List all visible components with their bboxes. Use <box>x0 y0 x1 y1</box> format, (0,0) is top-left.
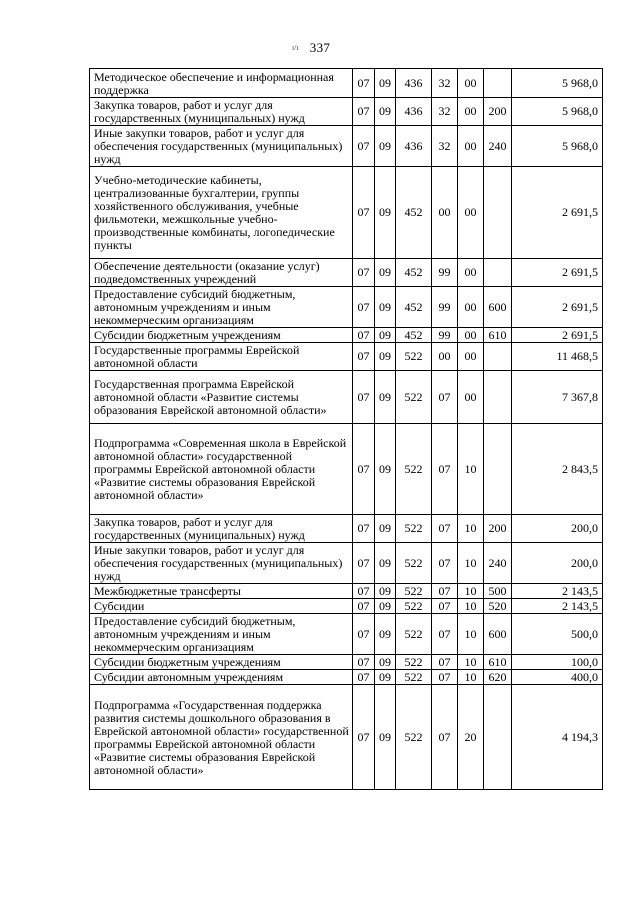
amount: 400,0 <box>512 670 603 685</box>
expense-type-code: 620 <box>484 670 512 685</box>
expense-type-code: 500 <box>484 584 512 599</box>
table-row <box>90 371 603 424</box>
budget-table <box>89 68 603 790</box>
section-code: 07 <box>353 614 375 655</box>
section-code: 07 <box>353 670 375 685</box>
target-article-code-1: 522 <box>396 614 432 655</box>
table-row <box>90 655 603 670</box>
table-row <box>90 685 603 790</box>
target-article-code-1: 452 <box>396 167 432 259</box>
section-code: 07 <box>353 343 375 371</box>
expense-type-code: 600 <box>484 287 512 328</box>
target-article-code-2: 07 <box>432 515 458 543</box>
row-name: Предоставление субсидий бюджетным, автономным учреждениям и иным некоммерческим организациям <box>90 287 353 328</box>
section-code: 07 <box>353 328 375 343</box>
table-row <box>90 670 603 685</box>
row-name: Субсидии бюджетным учреждениям <box>90 328 353 343</box>
row-name: Государственная программа Еврейской автономной области «Развитие системы образования Еврейской автономной области» <box>90 371 353 424</box>
subsection-code: 09 <box>375 259 396 287</box>
target-article-code-1: 522 <box>396 655 432 670</box>
row-name: Подпрограмма «Государственная поддержка развития системы дошкольного образования в Еврейской автономной области» государственной программы Еврейской автономной области «Развитие системы образования Еврейской автономной области» <box>90 685 353 790</box>
expense-type-code <box>484 371 512 424</box>
target-article-code-3: 00 <box>458 167 484 259</box>
target-article-code-2: 07 <box>432 599 458 614</box>
row-name: Подпрограмма «Современная школа в Еврейской автономной области» государственной программы Еврейской автономной области «Развитие системы образования Еврейской автономной области» <box>90 424 353 515</box>
section-code: 07 <box>353 424 375 515</box>
section-code: 07 <box>353 515 375 543</box>
target-article-code-3: 20 <box>458 685 484 790</box>
target-article-code-2: 00 <box>432 343 458 371</box>
target-article-code-1: 452 <box>396 259 432 287</box>
subsection-code: 09 <box>375 515 396 543</box>
section-code: 07 <box>353 599 375 614</box>
target-article-code-1: 522 <box>396 670 432 685</box>
section-code: 07 <box>353 655 375 670</box>
subsection-code: 09 <box>375 69 396 98</box>
target-article-code-3: 10 <box>458 584 484 599</box>
target-article-code-3: 00 <box>458 259 484 287</box>
section-code: 07 <box>353 259 375 287</box>
amount: 200,0 <box>512 515 603 543</box>
subsection-code: 09 <box>375 126 396 167</box>
table-row <box>90 259 603 287</box>
amount: 5 968,0 <box>512 98 603 126</box>
target-article-code-2: 32 <box>432 69 458 98</box>
subsection-code: 09 <box>375 655 396 670</box>
target-article-code-2: 99 <box>432 259 458 287</box>
target-article-code-3: 00 <box>458 371 484 424</box>
target-article-code-2: 99 <box>432 287 458 328</box>
amount: 2 143,5 <box>512 599 603 614</box>
subsection-code: 09 <box>375 328 396 343</box>
target-article-code-2: 07 <box>432 614 458 655</box>
amount: 100,0 <box>512 655 603 670</box>
target-article-code-2: 07 <box>432 670 458 685</box>
target-article-code-3: 10 <box>458 515 484 543</box>
amount: 5 968,0 <box>512 69 603 98</box>
section-code: 07 <box>353 287 375 328</box>
table-row <box>90 69 603 98</box>
target-article-code-1: 436 <box>396 126 432 167</box>
table-row <box>90 126 603 167</box>
subsection-code: 09 <box>375 371 396 424</box>
table-row <box>90 424 603 515</box>
section-code: 07 <box>353 584 375 599</box>
table-row <box>90 599 603 614</box>
row-name: Методическое обеспечение и информационная поддержка <box>90 69 353 98</box>
target-article-code-1: 436 <box>396 69 432 98</box>
subsection-code: 09 <box>375 584 396 599</box>
amount: 11 468,5 <box>512 343 603 371</box>
subsection-code: 09 <box>375 343 396 371</box>
row-name: Субсидии <box>90 599 353 614</box>
expense-type-code: 200 <box>484 98 512 126</box>
target-article-code-1: 522 <box>396 685 432 790</box>
subsection-code: 09 <box>375 167 396 259</box>
table-body <box>90 69 603 790</box>
table-row <box>90 614 603 655</box>
target-article-code-2: 99 <box>432 328 458 343</box>
target-article-code-1: 522 <box>396 543 432 584</box>
expense-type-code: 610 <box>484 655 512 670</box>
expense-type-code: 520 <box>484 599 512 614</box>
target-article-code-2: 32 <box>432 126 458 167</box>
amount: 2 843,5 <box>512 424 603 515</box>
section-code: 07 <box>353 543 375 584</box>
expense-type-code <box>484 343 512 371</box>
amount: 2 691,5 <box>512 259 603 287</box>
table-row <box>90 167 603 259</box>
target-article-code-3: 00 <box>458 98 484 126</box>
target-article-code-1: 452 <box>396 328 432 343</box>
section-code: 07 <box>353 69 375 98</box>
target-article-code-3: 10 <box>458 614 484 655</box>
table-row <box>90 543 603 584</box>
amount: 2 143,5 <box>512 584 603 599</box>
target-article-code-2: 07 <box>432 424 458 515</box>
expense-type-code <box>484 69 512 98</box>
amount: 2 691,5 <box>512 167 603 259</box>
row-name: Субсидии автономным учреждениям <box>90 670 353 685</box>
subsection-code: 09 <box>375 599 396 614</box>
target-article-code-2: 07 <box>432 584 458 599</box>
target-article-code-1: 522 <box>396 599 432 614</box>
target-article-code-1: 522 <box>396 343 432 371</box>
amount: 7 367,8 <box>512 371 603 424</box>
target-article-code-3: 00 <box>458 343 484 371</box>
target-article-code-2: 07 <box>432 543 458 584</box>
subsection-code: 09 <box>375 424 396 515</box>
target-article-code-1: 522 <box>396 424 432 515</box>
subsection-code: 09 <box>375 685 396 790</box>
section-code: 07 <box>353 126 375 167</box>
subsection-code: 09 <box>375 98 396 126</box>
expense-type-code <box>484 685 512 790</box>
expense-type-code: 240 <box>484 543 512 584</box>
row-name: Закупка товаров, работ и услуг для государственных (муниципальных) нужд <box>90 515 353 543</box>
scan-mark: ı/ı <box>292 43 299 52</box>
table-row <box>90 328 603 343</box>
expense-type-code <box>484 424 512 515</box>
table-row <box>90 584 603 599</box>
amount: 4 194,3 <box>512 685 603 790</box>
amount: 2 691,5 <box>512 287 603 328</box>
target-article-code-1: 522 <box>396 515 432 543</box>
row-name: Межбюджетные трансферты <box>90 584 353 599</box>
target-article-code-1: 452 <box>396 287 432 328</box>
target-article-code-2: 07 <box>432 655 458 670</box>
target-article-code-3: 00 <box>458 126 484 167</box>
target-article-code-3: 00 <box>458 328 484 343</box>
target-article-code-1: 436 <box>396 98 432 126</box>
amount: 500,0 <box>512 614 603 655</box>
row-name: Предоставление субсидий бюджетным, автономным учреждениям и иным некоммерческим организациям <box>90 614 353 655</box>
row-name: Закупка товаров, работ и услуг для государственных (муниципальных) нужд <box>90 98 353 126</box>
row-name: Иные закупки товаров, работ и услуг для обеспечения государственных (муниципальных) нужд <box>90 126 353 167</box>
row-name: Иные закупки товаров, работ и услуг для обеспечения государственных (муниципальных) нужд <box>90 543 353 584</box>
target-article-code-3: 00 <box>458 69 484 98</box>
target-article-code-3: 10 <box>458 424 484 515</box>
target-article-code-2: 07 <box>432 371 458 424</box>
target-article-code-1: 522 <box>396 371 432 424</box>
row-name: Учебно-методические кабинеты, централизованные бухгалтерии, группы хозяйственного обслуживания, учебные фильмотеки, межшкольные учебно-производственные комбинаты, логопедические пункты <box>90 167 353 259</box>
subsection-code: 09 <box>375 543 396 584</box>
expense-type-code <box>484 167 512 259</box>
amount: 2 691,5 <box>512 328 603 343</box>
target-article-code-1: 522 <box>396 584 432 599</box>
row-name: Субсидии бюджетным учреждениям <box>90 655 353 670</box>
amount: 200,0 <box>512 543 603 584</box>
expense-type-code: 610 <box>484 328 512 343</box>
subsection-code: 09 <box>375 287 396 328</box>
section-code: 07 <box>353 371 375 424</box>
row-name: Обеспечение деятельности (оказание услуг) подведомственных учреждений <box>90 259 353 287</box>
expense-type-code: 600 <box>484 614 512 655</box>
subsection-code: 09 <box>375 670 396 685</box>
expense-type-code <box>484 259 512 287</box>
target-article-code-3: 10 <box>458 543 484 584</box>
table-row <box>90 98 603 126</box>
expense-type-code: 200 <box>484 515 512 543</box>
amount: 5 968,0 <box>512 126 603 167</box>
target-article-code-3: 10 <box>458 655 484 670</box>
table-row <box>90 343 603 371</box>
target-article-code-2: 32 <box>432 98 458 126</box>
table-row <box>90 515 603 543</box>
page-number: 337 <box>309 40 331 55</box>
section-code: 07 <box>353 98 375 126</box>
subsection-code: 09 <box>375 614 396 655</box>
expense-type-code: 240 <box>484 126 512 167</box>
section-code: 07 <box>353 167 375 259</box>
target-article-code-2: 00 <box>432 167 458 259</box>
target-article-code-3: 10 <box>458 670 484 685</box>
table-row <box>90 287 603 328</box>
row-name: Государственные программы Еврейской автономной области <box>90 343 353 371</box>
section-code: 07 <box>353 685 375 790</box>
target-article-code-3: 10 <box>458 599 484 614</box>
target-article-code-2: 07 <box>432 685 458 790</box>
target-article-code-3: 00 <box>458 287 484 328</box>
